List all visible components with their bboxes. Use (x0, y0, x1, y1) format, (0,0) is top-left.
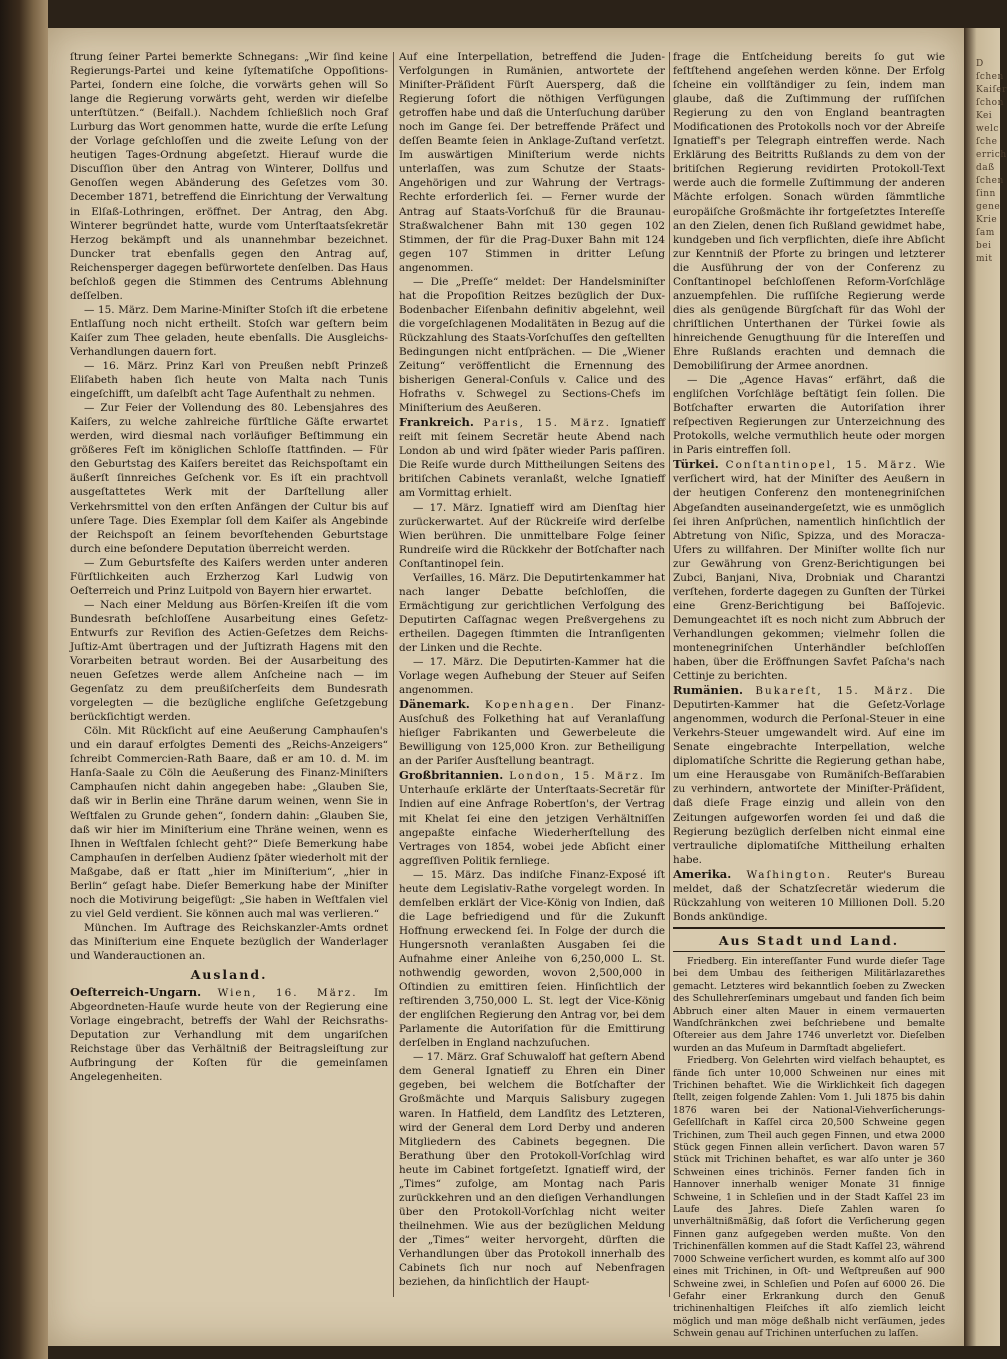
article-text: Der Finanz-Ausſchuß des Folkething hat auf Veranlaſſung hieſiger Fabrikanten und Gewerbeleute die Bewilligung von 125,000 Kron. zur Betheiligung an der Pariſer Ausſtellung beantragt. (399, 699, 665, 768)
article-paragraph: — Nach einer Meldung aus Börſen-Kreiſen iſt die vom Bundesrath beſchloſſene Ausarbeitung eines Geſetz-Entwurfs zur Reviſion des Actien-Geſetzes dem Reichs-Juſtiz-Amt übertragen und der Juſtizrath Hagens mit den Vorarbeiten betraut worden. Bei der Ausarbeitung des neuen Geſetzes werde allem Anſcheine nach — im Gegenſatz zu dem preußiſcherſeits dem Bundesrath vorgelegten — die bezügliche engliſche Geſetzgebung berückſichtigt werden. (70, 598, 388, 724)
column-2 (399, 50, 665, 1300)
country-heading: Türkei. (673, 457, 719, 472)
next-page-edge (964, 28, 1007, 1346)
dateline: Paris, 15. März. (483, 417, 611, 430)
dateline: London, 15. März. (509, 770, 646, 783)
article-paragraph: — 17. März. Graf Schuwaloff hat geſtern Abend dem General Ignatieff zu Ehren ein Diner gegeben, bei welchem die Botſchafter der Großmächte und Marquis Salisbury zugegen waren. In Hatfield, dem Landſitz des Letzteren, wird der General dem Lord Derby und anderen Mitgliedern des Cabinets begegnen. Die Berathung über den Protokoll-Vorſchlag wird heute im Cabinet fortgeſetzt. Ignatieff wird, der „Times“ zufolge, am Montag nach Paris zurückkehren und an den dieſigen Verhandlungen über den Protokoll-Vorſchlag nicht weiter theilnehmen. Wie aus der bezüglichen Meldung der „Times“ weiter hervorgeht, dürften die Verhandlungen über das Protokoll innerhalb des Cabinets ſich nur noch auf Nebenfragen beziehen, da hinſichtlich der Haupt- (399, 1051, 665, 1289)
article-paragraph: Verſailles, 16. März. Die Deputirtenkammer hat nach langer Debatte beſchloſſen, die Ermächtigung zur gerichtlichen Verfolgung des Deputirten Caſſagnac wegen Preßvergehens zu ertheilen. Dagegen ſtimmten die Intranſigenten der Linken und die Rechte. (399, 571, 665, 654)
article-text: Im Abgeordneten-Hauſe wurde heute von der Regierung eine Vorlage eingebracht, betreffs der Wahl der Reichsraths-Deputation zur Verhandlung mit dem ungariſchen Reichstage über das Verhältniß der Beitragsleiſtung zur Aufbringung der Koſten für die gemeinſamen Angelegenheiten. (70, 987, 388, 1084)
dateline: Wien, 16. März. (217, 987, 358, 1000)
article-paragraph: — Die „Preſſe“ meldet: Der Handelsminiſter hat die Propoſition Reitzes bezüglich der Dux-Bodenbacher Eiſenbahn definitiv abgelehnt, weil die vorgeſchlagenen Modalitäten in Bezug auf die Rückzahlung des Staats-Vorſchuſſes den geſtellten Bedingungen nicht entſprächen. — Die „Wiener Zeitung“ veröffentlicht die Ernennung des bisherigen General-Conſuls v. Calice und des Hofraths v. Schwegel zu Sections-Chefs im Miniſterium des Aeußeren. (399, 275, 665, 415)
country-heading: Frankreich. (399, 415, 474, 430)
dateline: Kopenhagen. (485, 699, 576, 712)
edge-fragments: D ſchen Kaiſer ſchon Kei welc ſche errich daß ſchen ſinn gene Krie ſam bei mit (976, 59, 1007, 264)
country-heading: Rumänien. (673, 683, 743, 698)
country-heading: Großbritannien. (399, 768, 504, 783)
dateline: Conſtantinopel, 15. März. (725, 459, 919, 472)
article-paragraph: — 15. März. Dem Marine-Miniſter Stoſch iſt die erbetene Entlaſſung noch nicht ertheilt. Stoſch war geſtern beim Kaiſer zum Thee geladen, heute ebenſalls. Die Ausgleichs-Verhandlungen dauern fort. (70, 303, 388, 358)
column-1 (70, 50, 388, 1300)
article-paragraph: Cöln. Mit Rückſicht auf eine Aeußerung Camphauſen's und ein darauf erfolgtes Dementi des „Reichs-Anzeigers“ ſchreibt Commercien-Rath Baare, daß er am 10. d. M. im Hanſa-Saale zu Cöln die Aeußerung des Finanz-Miniſters Camphauſen nicht dahin angegeben habe: „Glauben Sie, daß wir in Berlin eine Thräne darum weinen, wenn Sie in Weſtfalen zu Grunde gehen“, ſondern dahin: „Glauben Sie, daß wir hier im Miniſterium eine Thräne weinen, wenn es Ihnen in Weſtfalen ſchlecht geht?“ Dieſe Bemerkung habe Camphauſen in derſelben Audienz ſpäter wiederholt mit der Maßgabe, daß er ſtatt „hier im Miniſterium“, „hier in Berlin“ geſagt habe. Dieſer Bemerkung habe der Miniſter noch die Motivirung beigefügt: „Sie haben in Weſtfalen viel zu viel Geld verdient. Sie können auch mal was verlieren.“ (70, 725, 388, 920)
article-paragraph: ſtrung ſeiner Partei bemerkte Schnegans: „Wir ſind keine Regierungs-Partei und keine ſyſtematiſche Oppoſitions-Partei, ſondern eine ſolche, die vorwärts gehen will So lange die Regierung vorwärts geht, werden wir dieſelbe unterſtützen.“ (Beifall.). Nachdem ſchließlich noch Graf Lurburg das Wort genommen hatte, wurde die erſte Leſung der Vorlage geſchloſſen und die zweite Leſung von der heutigen Tages-Ordnung abgeſetzt. Hierauf wurde die Discuſſion über den Antrag von Winterer, Dollfus und Genoſſen wegen Abänderung des Geſetzes vom 30. December 1871, betreffend die Einrichtung der Verwaltung in Elſaß-Lothringen, eröffnet. Der Antrag, den Abg. Winterer begründet hatte, wurde vom Unterſtaatsſekretär Herzog bekämpft und als unannehmbar bezeichnet. Duncker trat ebenfalls gegen den Antrag auf, Reichensperger dagegen befürwortete denſelben. Das Haus beſchloß gegen die Stimmen des Centrums Ablehnung deſſelben. (70, 51, 388, 302)
country-heading: Oeſterreich-Ungarn. (70, 985, 202, 1000)
article-paragraph: frage die Entſcheidung bereits ſo gut wie feſtſtehend angeſehen werden könne. Der Erfolg ſcheine ein vollſtändiger zu ſein, indem man glaube, daß die Zuſtimmung der ruſſiſchen Regierung zu den von England beantragten Modificationen des Protokolls noch vor der Abreiſe Ignatieff's per Telegraph eintreffen werde. Nach Erklärung des Beitritts Rußlands zu dem von der britiſchen Regierung revidirten Protokoll-Text werde auch die formelle Zuſtimmung der anderen Mächte erfolgen. Sonach würden ſämmtliche europäiſche Großmächte ihr fortgeſetztes Intereſſe an den Zielen, denen ſich Rußland gewidmet habe, kundgeben und ſich verpflichten, dieſe ihre Abſicht zur Kenntniß der Pforte zu bringen und letzterer die Ausführung der von der Conferenz zu Conſtantinopel beſchloſſenen Reform-Vorſchläge anzuempfehlen. Die ruſſiſche Regierung werde dies als genügende Bürgſchaft für das Wohl der chriſtlichen Unterthanen der Türkei ſowie als hinreichende Genugthuung für die Intereſſen und Ehre Rußlands erachten und demnach die Demobiliſirung der Armee anordnen. (673, 51, 945, 373)
book-binding (0, 0, 48, 1359)
dateline: Bukareſt, 15. März. (755, 685, 915, 698)
article-paragraph: — Zur Feier der Vollendung des 80. Lebensjahres des Kaiſers, zu welche zahlreiche fürſtliche Gäſte erwartet werden, wird diesmal nach vorläufiger Beſtimmung ein größeres Feſt im königlichen Schloſſe ſtattfinden. — Für den Geburtstag des Kaiſers bereitet das Reichspoſtamt ein äußerſt ſinnreiches Geſchenk vor. Es iſt ein prachtvoll ausgeſtattetes Werk mit der Darſtellung aller Verkehrsmittel von den erſten Anfängen der Cultur bis auf unſere Tage. Dies Exemplar ſoll dem Kaiſer als Angebinde der Reichspoſt an ſeinem bevorſtehenden Geburtstage durch eine beſondere Deputation überreicht werden. (70, 402, 388, 555)
section-title-stadt-und-land: Aus Stadt und Land. (718, 932, 900, 948)
article-paragraph: — 16. März. Prinz Karl von Preußen nebſt Prinzeß Eliſabeth haben ſich heute von Malta nach Tunis eingeſchifft, um daſelbſt acht Tage Aufenthalt zu nehmen. (70, 360, 388, 401)
article-text: Ignatieff reiſt mit ſeinem Secretär heute Abend nach London ab und wird ſpäter wieder Paris paſſiren. Die Reiſe wurde durch Mittheilungen Seitens des britiſchen Cabinets veranlaßt, welche Ignatieff am Vormittag erhielt. (399, 417, 665, 500)
dateline: Waſhington. (746, 868, 833, 881)
article-paragraph: — Die „Agence Havas“ erfährt, daß die engliſchen Vorſchläge beſtätigt ſein ſollen. Die Botſchafter erwarten die Autoriſation ihrer reſpectiven Regierungen zur Unterzeichnung des Protokolls, welche vermuthlich heute oder morgen in Paris eintreffen ſoll. (673, 374, 945, 457)
article-paragraph: — Zum Geburtsfeſte des Kaiſers werden unter anderen Fürſtlichkeiten auch Erzherzog Karl Ludwig von Oeſterreich und Prinz Luitpold von Bayern hier erwartet. (70, 556, 388, 597)
article-paragraph: München. Im Auftrage des Reichskanzler-Amts ordnet das Miniſterium eine Enquete bezüglich der Wanderlager und Wanderauctionen an. (70, 921, 388, 962)
article-text: Wie verſichert wird, hat der Miniſter des Aeußern in der heutigen Conferenz den montenegriniſchen Abgeſandten auseinandergeſetzt, wie es unmöglich ſei ihren Anſprüchen, namentlich hinſichtlich der Abtretung von Niſic, Spizza, und des Moracza-Ufers zu willfahren. Der Miniſter wollte ſich nur zur Gewährung von Grenz-Berichtigungen bei Zubci, Banjani, Niva, Drobniak und Charantzi verſtehen, forderte dagegen zu Gunſten der Türkei eine Grenz-Berichtigung bei Baſſojevic. Demungeachtet iſt es noch nicht zum Abbruch der Verhandlungen gekommen; vielmehr ſollen die montenegriniſchen Unterhändler beſchloſſen haben, über die Eröffnungen Savfet Paſcha's nach Cettinje zu berichten. (673, 459, 945, 683)
column-rule-2 (669, 52, 670, 1297)
section-rule (673, 927, 945, 929)
article-text: Reuter's Bureau meldet, daß der Schatzſecretär wiederum die Rückzahlung von weiteren 10 Millionen Doll. 5.20 Bonds ankündige. (673, 868, 945, 923)
country-heading: Dänemark. (399, 697, 470, 712)
article-paragraph: — 17. März. Die Deputirten-Kammer hat die Vorlage wegen Aufhebung der Steuer auf Seifen angenommen. (399, 656, 665, 697)
article-paragraph: Friedberg. Ein intereſſanter Fund wurde dieſer Tage bei dem Umbau des ſeitherigen Militärlazarethes gemacht. Letzteres wird bekanntlich ſoeben zu Zwecken des Schullehrerſeminars umgebaut und fanden ſich beim Abbruch einer alten Mauer in einem vermauerten Wandſchränkchen zwei beſchriebene und bemalte Oſtereier aus dem Jahre 1746 unverletzt vor. Dieſelben wurden an das Muſeum in Darmſtadt abgeliefert. (673, 955, 945, 1054)
article-paragraph: — 15. März. Das indiſche Finanz-Exposé iſt heute dem Legislativ-Rathe vorgelegt worden. In demſelben erklärt der Vice-König von Indien, daß die Lage befriedigend und für die Zukunft Hoffnung erweckend ſei. In Folge der durch die Hungersnoth veranlaßten Ausgaben ſei die Aufnahme einer Anleihe von 6,250,000 L. St. nothwendig geworden, wovon 2,500,000 in Oſtindien zu emittiren ſeien. Hinſichtlich der reſtirenden 3,750,000 L. St. legt der Vice-König der engliſchen Regierung den Antrag vor, bei dem Parlamente die Autoriſation für die Emittirung derſelben in England nachzuſuchen. (399, 868, 665, 1050)
section-title-ausland: Ausland. (190, 967, 268, 983)
article-paragraph: Auf eine Interpellation, betreffend die Juden-Verfolgungen in Rumänien, antwortete der Miniſter-Präſident Fürſt Auersperg, daß die Regierung ſofort die nöthigen Verfügungen getroffen habe und daß die Unterſuchung darüber noch im Gange ſei. Der betreffende Präfect und deſſen Beamte ſeien in Anklage-Zuſtand verſetzt. Im auswärtigen Miniſterium werde nichts unterlaſſen, was zum Schutze der Staats-Angehörigen und zur Wahrung der Vertrags-Rechte erforderlich ſei. — Ferner wurde der Antrag auf Staats-Vorſchuß für die Braunau-Straßwalchener Bahn mit 130 gegen 102 Stimmen, der für die Prag-Duxer Bahn mit 124 gegen 107 Stimmen in dritter Leſung angenommen. (399, 51, 665, 274)
article-text: Im Unterhauſe erklärte der Unterſtaats-Secretär für Indien auf eine Anfrage Robertſon's, der Vertrag mit Khelat ſei eine den jetzigen Verhältniſſen angepaßte einfache Wiederherſtellung des Vertrages von 1854, wobei jede Abſicht einer aggreſſiven Politik fernliege. (399, 770, 665, 867)
column-3 (673, 50, 945, 1340)
article-paragraph: — 17. März. Ignatieff wird am Dienſtag hier zurückerwartet. Auf der Rückreiſe wird derſelbe Wien berühren. Die unmittelbare Folge ſeiner Rundreiſe wird die Rückkehr der Botſchafter nach Conſtantinopel ſein. (399, 501, 665, 570)
section-rule (673, 951, 945, 952)
article-text: Die Deputirten-Kammer hat die Geſetz-Vorlage angenommen, wodurch die Perſonal-Steuer in eine Verkehrs-Steuer umgewandelt wird. Auf eine im Senate eingebrachte Interpellation, welche diplomatiſche Schritte die Regierung gethan habe, um eine Herausgabe von Rumäniſch-Beſſarabien zu verhindern, antwortete der Miniſter-Präſident, daß dieſe Frage einzig und allein von den Zeitungen aufgeworfen worden ſei und daß die Regierung bezüglich derſelben nicht einmal eine vertrauliche diplomatiſche Mittheilung erhalten habe. (673, 685, 945, 866)
country-heading: Amerika. (673, 866, 732, 881)
column-rule-1 (393, 52, 394, 1297)
article-paragraph: Friedberg. Von Gelehrten wird vielfach behauptet, es fände ſich unter 10,000 Schweinen nur eines mit Trichinen behaftet. Wie die Wirklichkeit ſich dagegen ſtellt, zeigen folgende Zahlen: Vom 1. Juli 1875 bis dahin 1876 waren bei der National-Viehverſicherungs-Geſellſchaft in Kaſſel circa 20,500 Schweine gegen Trichinen, zum Theil auch gegen Finnen, und etwa 2000 Stück gegen Finnen allein verſichert. Davon waren 57 Stück mit Trichinen behaftet, es war alſo unter je 360 Schweinen eines trichinös. Ferner fanden ſich in Hannover innerhalb weniger Monate 31 finnige Schweine, 1 in Schleſien und in der Stadt Kaſſel 23 im Laufe des Jahres. Dieſe Zahlen waren ſo unverhältnißmäßig, daß ſofort die Verſicherung gegen Finnen ganz aufgegeben werden mußte. Von den Trichinenfällen kommen auf die Stadt Kaſſel 23, während 7000 Schweine verſichert wurden, es kommt alſo auf 300 eines mit Trichinen, in Oſt- und Weſtpreußen auf 900 Schweine zwei, in Schleſien und Poſen auf 6000 26. Die Gefahr einer Erkrankung durch den Genuß trichinenhaltigen Fleiſches iſt alſo ziemlich leicht möglich und man möge deßhalb nicht verſäumen, jedes Schwein genau auf Trichinen unterſuchen zu laſſen. (673, 1055, 945, 1340)
